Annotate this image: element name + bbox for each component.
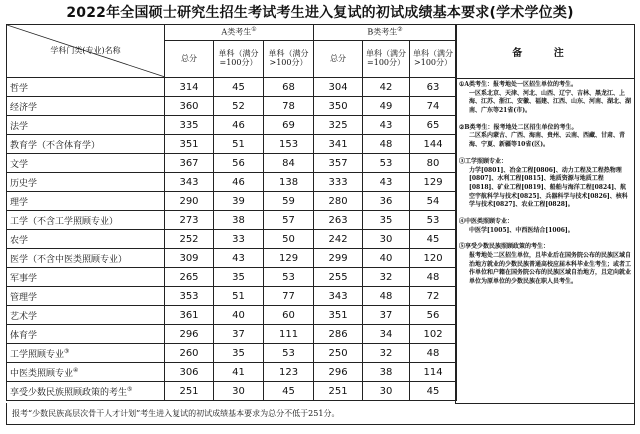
a-total-score: 260 xyxy=(165,344,214,363)
b-single100-score: 30 xyxy=(363,230,410,249)
a-group-label: A类考生 xyxy=(221,27,252,37)
a-total-score: 361 xyxy=(165,306,214,325)
note-title: ①A类考生：报考地处一区招生单位的考生。 xyxy=(459,81,578,88)
b-total-score: 250 xyxy=(314,344,363,363)
b-total-header: 总分 xyxy=(314,41,363,78)
a-single100-score: 45 xyxy=(214,78,264,97)
b-single-gt100-score: 48 xyxy=(410,344,457,363)
note-title: ⑤享受少数民族照顾政策的考生： xyxy=(459,243,550,251)
subject-name: 艺术学 xyxy=(7,306,165,325)
a-single100-score: 46 xyxy=(214,116,264,135)
a-single-gt100-score: 50 xyxy=(264,230,314,249)
table-row xyxy=(7,97,457,116)
b-total-score: 350 xyxy=(314,97,363,116)
b-single-gt100-header: 单科（满分>100分） xyxy=(410,41,457,78)
b-single100-score: 40 xyxy=(363,249,410,268)
a-single-gt100-score: 59 xyxy=(264,192,314,211)
a-single100-score: 46 xyxy=(214,173,264,192)
a-group-header xyxy=(165,25,314,41)
a-single-gt100-score: 53 xyxy=(264,344,314,363)
note-a-class xyxy=(459,81,631,116)
a-single-gt100-score: 53 xyxy=(264,268,314,287)
b-total-score: 296 xyxy=(314,363,363,382)
b-single100-score: 43 xyxy=(363,173,410,192)
subject-name: 农学 xyxy=(7,230,165,249)
a-single100-score: 33 xyxy=(214,230,264,249)
note-title: ②B类考生：报考地处二区招生单位的考生。 xyxy=(459,123,578,131)
a-single100-header: 单科（满分=100分） xyxy=(214,41,264,78)
b-total-score: 251 xyxy=(314,382,363,401)
a-single100-score: 40 xyxy=(214,306,264,325)
b-single100-score: 53 xyxy=(363,154,410,173)
footnote-mark: ⑤ xyxy=(127,385,133,393)
score-table xyxy=(6,24,457,401)
b-total-score: 255 xyxy=(314,268,363,287)
table-row xyxy=(7,211,457,230)
subject-col-label: 学科门类(专业)名称 xyxy=(50,45,121,55)
a-single-gt100-score: 57 xyxy=(264,211,314,230)
b-total-score: 333 xyxy=(314,173,363,192)
a-single-gt100-score: 68 xyxy=(264,78,314,97)
a-single-gt100-score: 138 xyxy=(264,173,314,192)
a-total-score: 290 xyxy=(165,192,214,211)
subject-name: 中医类照顾专业④ xyxy=(7,363,165,382)
a-single100-score: 52 xyxy=(214,97,264,116)
note-tcm xyxy=(459,218,631,235)
b-single-gt100-score: 129 xyxy=(410,173,457,192)
b-single-gt100-score: 80 xyxy=(410,154,457,173)
page-title: 2022年全国硕士研究生招生考试考生进入复试的初试成绩基本要求(学术学位类) xyxy=(66,5,574,21)
a-single100-score: 37 xyxy=(214,325,264,344)
b-single100-header: 单科（满分=100分） xyxy=(363,41,410,78)
a-total-score: 251 xyxy=(165,382,214,401)
a-single-gt100-score: 129 xyxy=(264,249,314,268)
subject-name: 经济学 xyxy=(7,97,165,116)
note-title: ③工学照顾专业： xyxy=(459,157,508,165)
a-single-gt100-score: 78 xyxy=(264,97,314,116)
a-single-gt100-score: 111 xyxy=(264,325,314,344)
b-single-gt100-score: 45 xyxy=(410,382,457,401)
a-single-gt100-score: 45 xyxy=(264,382,314,401)
a-total-score: 367 xyxy=(165,154,214,173)
b-single-gt100-score: 56 xyxy=(410,306,457,325)
b-total-score: 341 xyxy=(314,135,363,154)
subject-name: 享受少数民族照顾政策的考生⑤ xyxy=(7,382,165,401)
subject-name: 哲学 xyxy=(7,78,165,97)
b-single100-score: 38 xyxy=(363,363,410,382)
b-single-gt100-score: 63 xyxy=(410,78,457,97)
subject-name: 医学（不含中医类照顾专业） xyxy=(7,249,165,268)
b-total-score: 351 xyxy=(314,306,363,325)
b-single100-score: 49 xyxy=(363,97,410,116)
b-single100-score: 32 xyxy=(363,268,410,287)
note-b-class xyxy=(459,124,631,150)
table-row xyxy=(7,325,457,344)
subject-name: 军事学 xyxy=(7,268,165,287)
a-total-score: 252 xyxy=(165,230,214,249)
footnote-mark: ③ xyxy=(64,347,70,355)
subject-name: 法学 xyxy=(7,116,165,135)
a-single-gt100-score: 153 xyxy=(264,135,314,154)
a-single-gt100-score: 84 xyxy=(264,154,314,173)
subject-name: 历史学 xyxy=(7,173,165,192)
a-total-score: 335 xyxy=(165,116,214,135)
note-text: 二区系内蒙古、广西、海南、贵州、云南、西藏、甘肃、青海、宁夏、新疆等10省(区)。 xyxy=(469,132,626,149)
b-single100-score: 35 xyxy=(363,211,410,230)
a-total-score: 265 xyxy=(165,268,214,287)
subject-name: 理学 xyxy=(7,192,165,211)
b-single-gt100-score: 65 xyxy=(410,116,457,135)
subject-name: 管理学 xyxy=(7,287,165,306)
b-single-gt100-score: 53 xyxy=(410,211,457,230)
a-single100-score: 41 xyxy=(214,363,264,382)
note-minority xyxy=(459,243,631,286)
a-single-gt100-score: 77 xyxy=(264,287,314,306)
b-total-score: 357 xyxy=(314,154,363,173)
a-total-score: 314 xyxy=(165,78,214,97)
table-row xyxy=(7,78,457,97)
a-single100-score: 35 xyxy=(214,344,264,363)
b-single-gt100-score: 102 xyxy=(410,325,457,344)
b-single-gt100-score: 72 xyxy=(410,287,457,306)
table-row xyxy=(7,116,457,135)
a-single100-score: 39 xyxy=(214,192,264,211)
a-single100-score: 51 xyxy=(214,287,264,306)
note-text: 一区系北京、天津、河北、山西、辽宁、吉林、黑龙江、上海、江苏、浙江、安徽、福建、江西、山东、河南、湖北、湖南、广东等21省(市)。 xyxy=(469,89,632,115)
subject-name: 体育学 xyxy=(7,325,165,344)
b-total-score: 343 xyxy=(314,287,363,306)
b-single100-score: 30 xyxy=(363,382,410,401)
a-total-score: 343 xyxy=(165,173,214,192)
table-row xyxy=(7,306,457,325)
b-single100-score: 48 xyxy=(363,287,410,306)
subject-name: 工学（不含工学照顾专业） xyxy=(7,211,165,230)
b-single-gt100-score: 120 xyxy=(410,249,457,268)
b-total-score: 286 xyxy=(314,325,363,344)
b-group-mark: ② xyxy=(397,26,403,34)
table-row xyxy=(7,154,457,173)
b-total-score: 263 xyxy=(314,211,363,230)
b-total-score: 325 xyxy=(314,116,363,135)
footnote-mark: ④ xyxy=(73,366,79,374)
table-row xyxy=(7,192,457,211)
note-text: 报考地处二区招生单位，且毕业后在国务院公布的民族区域自治地方就业的少数民族普通高校应届本科毕业生考生；或者工作单位和户籍在国务院公布的民族区域自治地方，且定向就业单位为原单位的少数民族在职人员考生。 xyxy=(469,252,632,286)
b-total-score: 280 xyxy=(314,192,363,211)
table-row xyxy=(7,268,457,287)
a-single100-score: 56 xyxy=(214,154,264,173)
b-single-gt100-score: 114 xyxy=(410,363,457,382)
b-group-header xyxy=(314,25,457,41)
a-total-score: 351 xyxy=(165,135,214,154)
note-text: 中医学[1005]、中西医结合[1006]。 xyxy=(469,226,574,234)
b-single-gt100-score: 54 xyxy=(410,192,457,211)
subject-name: 工学照顾专业③ xyxy=(7,344,165,363)
a-total-score: 273 xyxy=(165,211,214,230)
subject-header xyxy=(7,25,165,78)
a-single100-score: 30 xyxy=(214,382,264,401)
note-engineering xyxy=(459,158,631,210)
table-row xyxy=(7,363,457,382)
table-row xyxy=(7,135,457,154)
subject-name: 文学 xyxy=(7,154,165,173)
a-single100-score: 43 xyxy=(214,249,264,268)
b-single100-score: 43 xyxy=(363,116,410,135)
a-total-score: 360 xyxy=(165,97,214,116)
a-total-header: 总分 xyxy=(165,41,214,78)
a-single-gt100-score: 123 xyxy=(264,363,314,382)
b-single100-score: 37 xyxy=(363,306,410,325)
b-single100-score: 48 xyxy=(363,135,410,154)
a-total-score: 353 xyxy=(165,287,214,306)
a-total-score: 296 xyxy=(165,325,214,344)
b-single-gt100-score: 48 xyxy=(410,268,457,287)
b-single100-score: 32 xyxy=(363,344,410,363)
b-single100-score: 42 xyxy=(363,78,410,97)
b-single100-score: 34 xyxy=(363,325,410,344)
note-text: 力学[0801]、冶金工程[0806]、动力工程及工程热物理[0807]、水利工程[0815]、地质资源与地质工程[0818]、矿业工程[0819]、船舶与海洋工程[0824]、航空宇航科学与技术[0825]、兵器科学与技术[0826]、核科学与技术[0827]、农业工程[0828]。 xyxy=(469,166,628,209)
b-group-label: B类考生 xyxy=(367,27,398,37)
a-single100-score: 51 xyxy=(214,135,264,154)
a-single100-score: 35 xyxy=(214,268,264,287)
b-single-gt100-score: 45 xyxy=(410,230,457,249)
table-row xyxy=(7,173,457,192)
b-single100-score: 36 xyxy=(363,192,410,211)
a-group-mark: ① xyxy=(251,26,257,34)
table-row xyxy=(7,230,457,249)
b-single-gt100-score: 144 xyxy=(410,135,457,154)
table-row xyxy=(7,287,457,306)
a-single-gt100-score: 60 xyxy=(264,306,314,325)
b-total-score: 242 xyxy=(314,230,363,249)
a-single-gt100-header: 单科（满分>100分） xyxy=(264,41,314,78)
b-total-score: 299 xyxy=(314,249,363,268)
table-row xyxy=(7,382,457,401)
table-row xyxy=(7,344,457,363)
subject-name: 教育学（不含体育学） xyxy=(7,135,165,154)
note-title: ④中医类照顾专业： xyxy=(459,217,514,225)
a-single100-score: 38 xyxy=(214,211,264,230)
a-total-score: 309 xyxy=(165,249,214,268)
b-total-score: 304 xyxy=(314,78,363,97)
table-row xyxy=(7,249,457,268)
remarks-panel xyxy=(455,24,635,404)
b-single-gt100-score: 74 xyxy=(410,97,457,116)
footer-note: 报考“少数民族高层次骨干人才计划”考生进入复试的初试成绩基本要求为总分不低于251分。 xyxy=(6,403,635,425)
a-single-gt100-score: 69 xyxy=(264,116,314,135)
remarks-body xyxy=(456,79,634,297)
a-total-score: 306 xyxy=(165,363,214,382)
remarks-header: 备 注 xyxy=(456,25,634,79)
